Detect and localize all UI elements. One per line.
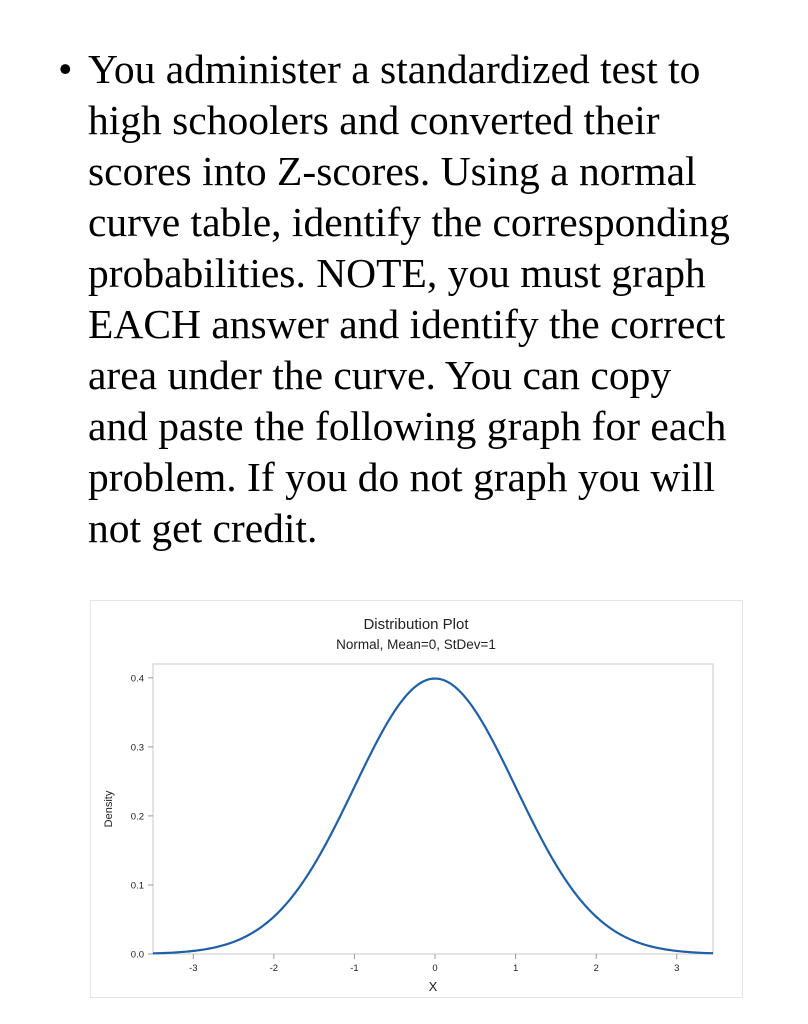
- question-line: and paste the following graph for each: [88, 403, 727, 449]
- question-body: [88, 44, 758, 554]
- question-line: probabilities. NOTE, you must graph: [88, 250, 706, 296]
- distribution-plot: [90, 600, 743, 998]
- question-line: area under the curve. You can copy: [88, 352, 672, 398]
- y-tick-label: 0.3: [130, 742, 144, 754]
- y-tick-label: 0.2: [130, 811, 144, 823]
- x-tick-label: -2: [269, 963, 279, 974]
- question-line: curve table, identify the corresponding: [88, 199, 730, 245]
- question-line: scores into Z-scores. Using a normal: [88, 148, 697, 194]
- question-line: EACH answer and identify the correct: [88, 301, 726, 347]
- x-tick-label: 1: [512, 963, 519, 974]
- x-tick-label: -3: [189, 963, 198, 974]
- question-line: You administer a standardized test to: [88, 46, 701, 92]
- x-tick-label: 3: [674, 963, 680, 974]
- question-line: problem. If you do not graph you will: [88, 454, 716, 500]
- question-line: not get credit.: [88, 505, 318, 551]
- x-tick-label: 2: [593, 963, 599, 974]
- x-axis-label: X: [428, 979, 438, 994]
- chart-title: Distribution Plot: [363, 616, 469, 633]
- x-axis: [189, 954, 679, 974]
- y-tick-label: 0.4: [130, 673, 144, 685]
- plot-area: [153, 664, 713, 954]
- normal-density-curve: [153, 679, 713, 954]
- x-tick-label: 0: [432, 963, 438, 974]
- y-axis: [131, 673, 153, 960]
- y-axis-label: Density: [103, 790, 115, 828]
- question-text: [58, 44, 758, 554]
- distribution-plot-svg: [91, 601, 742, 997]
- y-tick-label: 0.0: [130, 949, 144, 961]
- x-tick-label: -1: [350, 963, 359, 974]
- bullet-marker: •: [58, 46, 73, 92]
- question-line: high schoolers and converted their: [88, 97, 660, 143]
- y-tick-label: 0.1: [130, 880, 144, 892]
- chart-subtitle: Normal, Mean=0, StDev=1: [336, 637, 496, 652]
